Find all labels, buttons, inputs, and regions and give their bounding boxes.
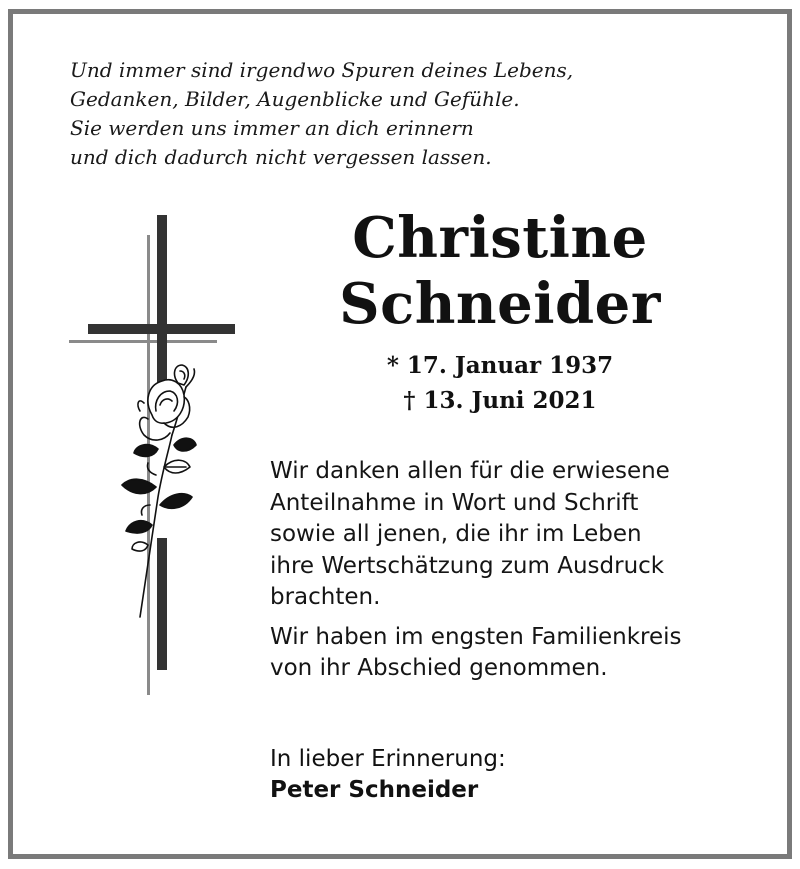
message-paragraph	[270, 456, 681, 614]
death-date: † 13. Juni 2021	[403, 387, 597, 414]
thank-you-message	[270, 456, 681, 685]
closing-block	[270, 744, 506, 806]
birth-date: * 17. Januar 1937	[386, 352, 614, 379]
closing-salutation: In lieber Erinnerung:	[270, 746, 506, 772]
message-line: sowie all jenen, die ihr im Leben	[270, 521, 642, 547]
memorial-poem	[70, 56, 573, 172]
message-paragraph	[270, 622, 681, 685]
signer-name: Peter Schneider	[270, 777, 479, 803]
message-line: Wir haben im engsten Familienkreis	[270, 623, 682, 650]
deceased-last-name: Schneider	[339, 271, 661, 337]
poem-line: Sie werden uns immer an dich erinnern	[70, 116, 474, 140]
message-line: ihre Wertschätzung zum Ausdruck	[270, 552, 665, 579]
message-line: Wir danken allen für die erwiesene	[270, 458, 670, 484]
message-line: brachten.	[270, 584, 381, 610]
poem-line: und dich dadurch nicht vergessen lassen.	[70, 145, 492, 169]
deceased-first-name: Christine	[352, 205, 648, 271]
memorial-cross-icon	[60, 205, 240, 695]
poem-line: Gedanken, Bilder, Augenblicke und Gefühle.	[70, 87, 520, 111]
message-line: Anteilnahme in Wort und Schrift	[270, 489, 639, 516]
poem-line: Und immer sind irgendwo Spuren deines Lebens,	[70, 58, 574, 82]
message-line: von ihr Abschied genommen.	[270, 655, 608, 681]
